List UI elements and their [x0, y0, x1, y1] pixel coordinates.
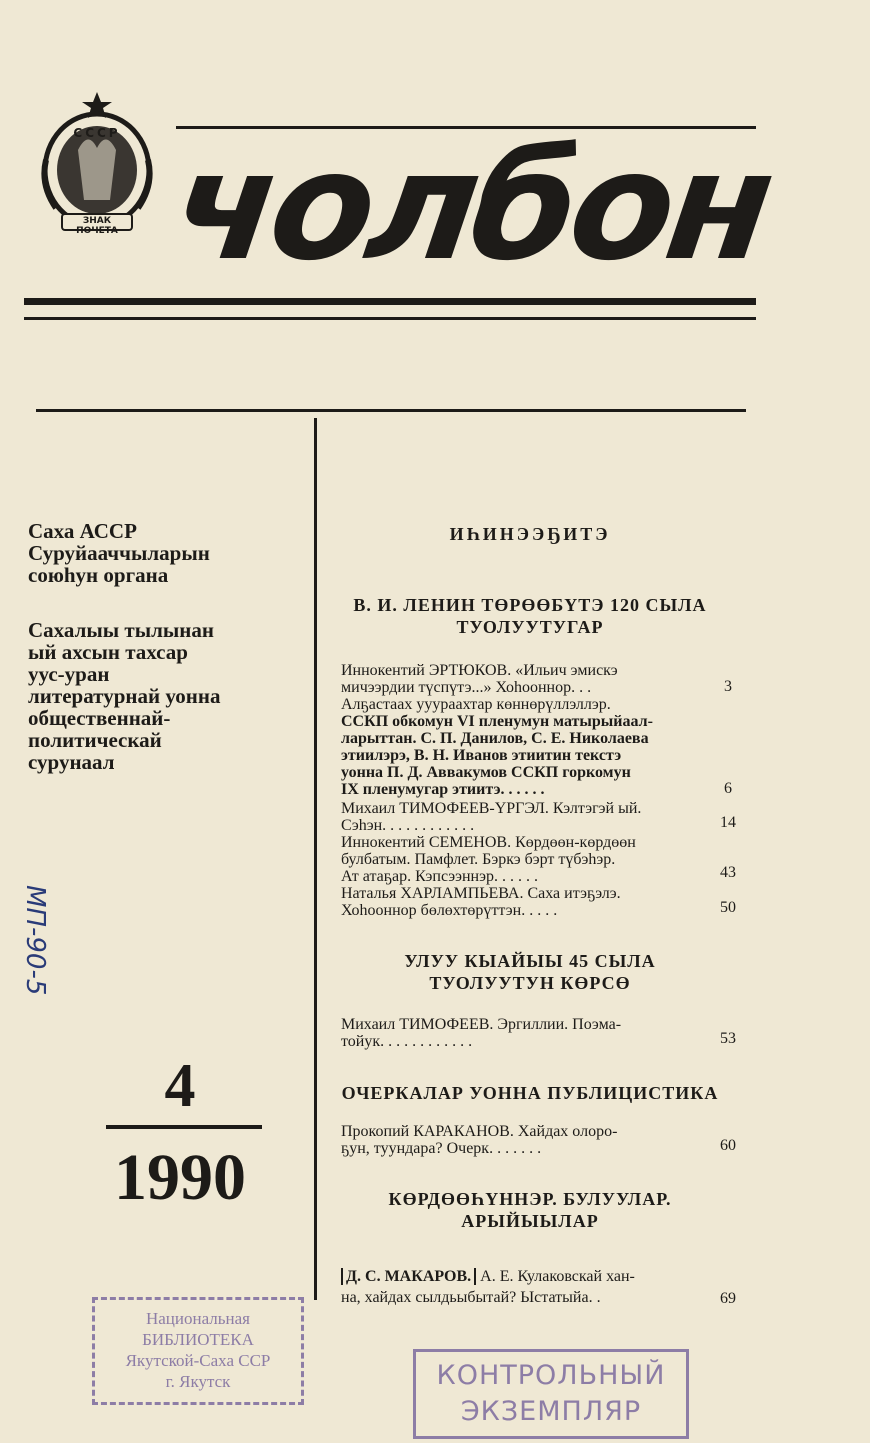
- boxed-author-name: Д. С. МАКАРОВ.: [341, 1268, 476, 1285]
- entry-line: Алҕастаах ууураахтар көннөрүллэллэр.: [341, 696, 611, 713]
- entry-line: Наталья ХАРЛАМПЬЕВА. Саха итэҕэлэ.: [341, 885, 621, 902]
- description-line: сурунаал: [28, 750, 115, 774]
- section-heading: [330, 950, 730, 994]
- toc-entry: [341, 885, 701, 919]
- page-number: 60: [720, 1137, 736, 1154]
- publisher-line: Суруйааччыларын: [28, 541, 210, 565]
- stamp-line: Якутской-Саха ССР: [125, 1351, 271, 1370]
- section-heading: [330, 1188, 730, 1232]
- entry-line: Михаил ТИМОФЕЕВ-ҮРГЭЛ. Кэлтэгэй ый.: [341, 800, 642, 817]
- section-heading-line: КӨРДӨӨҺҮННЭР. БУЛУУЛАР.: [388, 1189, 672, 1209]
- section-heading-line: ОЧЕРКАЛАР УОННА ПУБЛИЦИСТИКА: [341, 1083, 719, 1103]
- magazine-description: [28, 619, 308, 773]
- entry-text: А. Е. Кулаковскай хан-: [480, 1268, 635, 1285]
- entry-line: мичээрдии түспүтэ...» Хоhооннор. . .: [341, 679, 592, 696]
- order-badge-emblem: [38, 90, 156, 240]
- stamp-line: КОНТРОЛЬНЫЙ: [436, 1360, 666, 1391]
- toc-entry: [341, 800, 701, 834]
- section-heading: [330, 1082, 730, 1104]
- entry-line: Сэhэн. . . . . . . . . . . .: [341, 817, 475, 834]
- emblem-letters: СССР: [73, 126, 121, 140]
- page-number: 50: [720, 899, 736, 916]
- publisher-info: [28, 520, 308, 586]
- toc-entry: [341, 1016, 701, 1050]
- page-number: 43: [720, 864, 736, 881]
- description-line: общественнай-: [28, 706, 171, 730]
- entry-line: ҕун, туундара? Очерк. . . . . . .: [341, 1140, 542, 1157]
- toc-entry: [341, 696, 701, 798]
- section-heading-line: АРЫЙЫЫЛАР: [461, 1211, 599, 1231]
- handwritten-catalog-mark: МП-90-5: [20, 885, 50, 996]
- entry-line: ССКП обкомун VI пленумун матырыйаал-: [341, 713, 653, 730]
- control-copy-stamp: [413, 1349, 689, 1439]
- section-heading: [330, 594, 730, 638]
- contents-title: ИҺИНЭЭҔИТЭ: [449, 524, 611, 544]
- description-line: ый ахсын тахсар: [28, 640, 188, 664]
- issue-divider-rule: [106, 1125, 262, 1129]
- entry-line: Прокопий КАРАКАНОВ. Хайдах олоро-: [341, 1123, 618, 1140]
- page-number: 53: [720, 1030, 736, 1047]
- masthead-thin-rule: [24, 317, 756, 320]
- stamp-line: БИБЛИОТЕКА: [142, 1330, 254, 1349]
- section-heading-line: ТУОЛУУТУГАР: [456, 617, 604, 637]
- entry-line: уонна П. Д. Аввакумов ССКП горкомун: [341, 764, 631, 781]
- emblem-ribbon-label: ЗНАК ПОЧЕТА: [76, 216, 118, 236]
- entry-line: этиилэрэ, В. Н. Иванов этиитин текстэ: [341, 747, 622, 764]
- stamp-line: Национальная: [145, 1309, 250, 1328]
- toc-entry: [341, 1268, 701, 1306]
- toc-entry: [341, 662, 701, 696]
- entry-line: Иннокентий СЕМЕНОВ. Көрдөөн-көрдөөн: [341, 834, 636, 851]
- stamp-line: ЭКЗЕМПЛЯР: [460, 1396, 642, 1427]
- entry-line: булбатым. Памфлет. Бэркэ бэрт түбэhэр.: [341, 851, 616, 868]
- issue-year: 1990: [114, 1141, 246, 1214]
- page-number: 6: [724, 780, 732, 797]
- page-number: 3: [724, 678, 732, 695]
- masthead-thick-rule: [24, 298, 756, 305]
- description-line: уус-уран: [28, 662, 110, 686]
- section-heading-line: В. И. ЛЕНИН ТӨРӨӨБҮТЭ 120 СЫЛА: [353, 595, 707, 615]
- entry-line: [341, 1268, 701, 1285]
- entry-line: Хоhооннор бөлөхтөрүттэн. . . . .: [341, 902, 558, 919]
- toc-entry: [341, 834, 701, 885]
- stamp-line: г. Якутск: [165, 1372, 231, 1391]
- entry-line: ларыттан. С. П. Данилов, С. Е. Николаева: [341, 730, 649, 747]
- column-divider-rule: [314, 418, 317, 1300]
- entry-line: Иннокентий ЭРТЮКОВ. «Ильич эмискэ: [341, 662, 618, 679]
- magazine-title: чолбон: [162, 120, 779, 294]
- description-line: Сахалыы тылынан: [28, 618, 214, 642]
- toc-entry: [341, 1123, 701, 1157]
- entry-line: Ат атаҕар. Кэпсээннэр. . . . . .: [341, 868, 538, 885]
- section-heading-line: ТУОЛУУТУН КӨРСӨ: [429, 973, 631, 993]
- entry-line: на, хайдах сылдьыбытай? Ыстатыйа. .: [341, 1289, 601, 1306]
- publisher-line: Саха АССР: [28, 519, 137, 543]
- publisher-line: союhун органа: [28, 563, 169, 587]
- issue-number: 4: [164, 1052, 196, 1120]
- page-number: 14: [720, 814, 736, 831]
- entry-line: Михаил ТИМОФЕЕВ. Эргиллии. Поэма-: [341, 1016, 622, 1033]
- section-heading-line: УЛУУ КЫАЙЫЫ 45 СЫЛА: [404, 951, 656, 971]
- description-line: политическай: [28, 728, 162, 752]
- page-number: 69: [720, 1290, 736, 1307]
- entry-line: IX пленумугар этиитэ. . . . . .: [341, 781, 545, 798]
- section-divider-rule: [36, 409, 746, 412]
- description-line: литературнай уонна: [28, 684, 221, 708]
- entry-line: тойук. . . . . . . . . . . .: [341, 1033, 473, 1050]
- library-stamp: [92, 1297, 304, 1405]
